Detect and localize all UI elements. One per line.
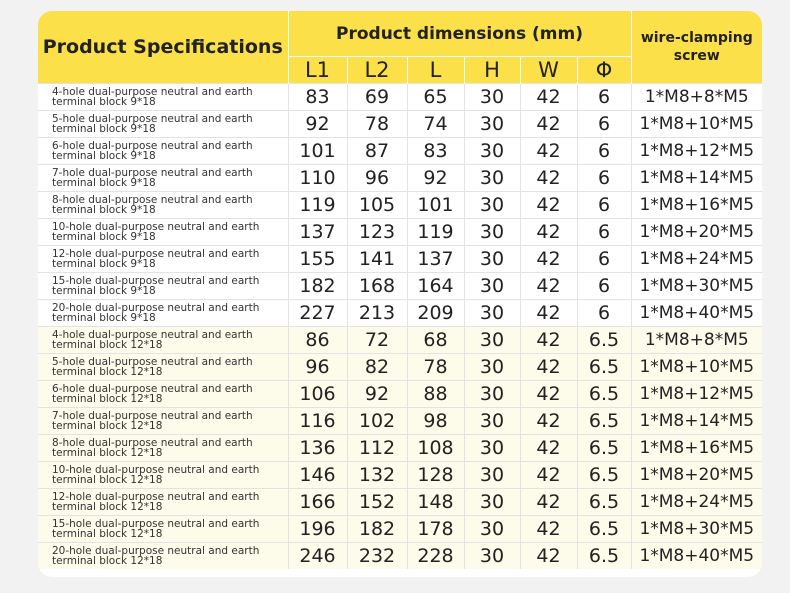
l1-cell: 101 (288, 138, 347, 165)
wire-screw-header: wire-clamping screw (631, 11, 762, 84)
product-name-cell: 12-hole dual-purpose neutral and earth terminal block 9*18 (38, 246, 288, 273)
l1-cell: 106 (288, 381, 347, 408)
w-cell: 42 (520, 138, 577, 165)
w-cell: 42 (520, 381, 577, 408)
l-cell: 119 (407, 219, 464, 246)
l-cell: 228 (407, 543, 464, 570)
table-row (38, 273, 762, 300)
l2-cell: 92 (347, 381, 407, 408)
w-cell: 42 (520, 273, 577, 300)
w-cell: 42 (520, 327, 577, 354)
w-cell: 42 (520, 84, 577, 111)
screw-cell: 1*M8+10*M5 (631, 354, 762, 381)
l1-cell: 136 (288, 435, 347, 462)
col-h-header: H (464, 57, 520, 84)
l-cell: 164 (407, 273, 464, 300)
phi-cell: 6.5 (577, 543, 631, 570)
l-cell: 178 (407, 516, 464, 543)
l2-cell: 141 (347, 246, 407, 273)
table-row (38, 516, 762, 543)
w-cell: 42 (520, 354, 577, 381)
product-name-cell: 7-hole dual-purpose neutral and earth terminal block 9*18 (38, 165, 288, 192)
table-row (38, 381, 762, 408)
h-cell: 30 (464, 435, 520, 462)
h-cell: 30 (464, 462, 520, 489)
l2-cell: 78 (347, 111, 407, 138)
screw-cell: 1*M8+10*M5 (631, 111, 762, 138)
product-name-cell: 4-hole dual-purpose neutral and earth terminal block 9*18 (38, 84, 288, 111)
product-name-cell: 6-hole dual-purpose neutral and earth terminal block 12*18 (38, 381, 288, 408)
spec-table-card (38, 11, 762, 577)
l1-cell: 116 (288, 408, 347, 435)
screw-cell: 1*M8+40*M5 (631, 543, 762, 570)
table-row (38, 300, 762, 327)
product-name-cell: 20-hole dual-purpose neutral and earth terminal block 9*18 (38, 300, 288, 327)
phi-cell: 6 (577, 138, 631, 165)
phi-cell: 6.5 (577, 462, 631, 489)
h-cell: 30 (464, 327, 520, 354)
l2-cell: 132 (347, 462, 407, 489)
w-cell: 42 (520, 462, 577, 489)
l-cell: 148 (407, 489, 464, 516)
l1-cell: 166 (288, 489, 347, 516)
l2-cell: 182 (347, 516, 407, 543)
h-cell: 30 (464, 219, 520, 246)
product-name-cell: 6-hole dual-purpose neutral and earth terminal block 9*18 (38, 138, 288, 165)
product-name-cell: 4-hole dual-purpose neutral and earth terminal block 12*18 (38, 327, 288, 354)
l2-cell: 232 (347, 543, 407, 570)
l-cell: 78 (407, 354, 464, 381)
product-name-cell: 10-hole dual-purpose neutral and earth terminal block 12*18 (38, 462, 288, 489)
col-w-header: W (520, 57, 577, 84)
w-cell: 42 (520, 219, 577, 246)
phi-cell: 6.5 (577, 516, 631, 543)
phi-cell: 6.5 (577, 327, 631, 354)
screw-cell: 1*M8+8*M5 (631, 84, 762, 111)
product-name-cell: 8-hole dual-purpose neutral and earth terminal block 12*18 (38, 435, 288, 462)
screw-cell: 1*M8+14*M5 (631, 165, 762, 192)
screw-cell: 1*M8+40*M5 (631, 300, 762, 327)
h-cell: 30 (464, 246, 520, 273)
product-name-cell: 12-hole dual-purpose neutral and earth terminal block 12*18 (38, 489, 288, 516)
w-cell: 42 (520, 516, 577, 543)
table-row (38, 219, 762, 246)
h-cell: 30 (464, 165, 520, 192)
table-row (38, 489, 762, 516)
l2-cell: 152 (347, 489, 407, 516)
l-cell: 137 (407, 246, 464, 273)
l2-cell: 123 (347, 219, 407, 246)
l1-cell: 119 (288, 192, 347, 219)
l1-cell: 227 (288, 300, 347, 327)
l-cell: 74 (407, 111, 464, 138)
table-row (38, 246, 762, 273)
screw-cell: 1*M8+30*M5 (631, 516, 762, 543)
l-cell: 128 (407, 462, 464, 489)
table-row (38, 138, 762, 165)
table-row (38, 111, 762, 138)
l-cell: 65 (407, 84, 464, 111)
screw-cell: 1*M8+16*M5 (631, 192, 762, 219)
l2-cell: 168 (347, 273, 407, 300)
screw-cell: 1*M8+14*M5 (631, 408, 762, 435)
l1-cell: 96 (288, 354, 347, 381)
l-cell: 68 (407, 327, 464, 354)
col-l2-header: L2 (347, 57, 407, 84)
phi-cell: 6 (577, 273, 631, 300)
table-row (38, 192, 762, 219)
screw-cell: 1*M8+12*M5 (631, 138, 762, 165)
screw-cell: 1*M8+20*M5 (631, 462, 762, 489)
h-cell: 30 (464, 138, 520, 165)
phi-cell: 6 (577, 84, 631, 111)
l1-cell: 86 (288, 327, 347, 354)
l2-cell: 82 (347, 354, 407, 381)
l2-cell: 96 (347, 165, 407, 192)
w-cell: 42 (520, 489, 577, 516)
product-name-cell: 10-hole dual-purpose neutral and earth terminal block 9*18 (38, 219, 288, 246)
w-cell: 42 (520, 408, 577, 435)
w-cell: 42 (520, 246, 577, 273)
h-cell: 30 (464, 354, 520, 381)
w-cell: 42 (520, 165, 577, 192)
l-cell: 108 (407, 435, 464, 462)
w-cell: 42 (520, 111, 577, 138)
l2-cell: 213 (347, 300, 407, 327)
phi-cell: 6.5 (577, 435, 631, 462)
screw-cell: 1*M8+24*M5 (631, 489, 762, 516)
l-cell: 88 (407, 381, 464, 408)
table-row (38, 408, 762, 435)
screw-cell: 1*M8+16*M5 (631, 435, 762, 462)
table-row (38, 327, 762, 354)
screw-cell: 1*M8+20*M5 (631, 219, 762, 246)
spec-column-header: Product Specifications (38, 11, 288, 84)
phi-cell: 6 (577, 219, 631, 246)
phi-cell: 6.5 (577, 408, 631, 435)
w-cell: 42 (520, 192, 577, 219)
phi-cell: 6 (577, 246, 631, 273)
l1-cell: 146 (288, 462, 347, 489)
l1-cell: 92 (288, 111, 347, 138)
spec-table-body (38, 84, 762, 570)
h-cell: 30 (464, 84, 520, 111)
l1-cell: 137 (288, 219, 347, 246)
l1-cell: 182 (288, 273, 347, 300)
table-row (38, 165, 762, 192)
l2-cell: 69 (347, 84, 407, 111)
h-cell: 30 (464, 381, 520, 408)
product-name-cell: 5-hole dual-purpose neutral and earth terminal block 9*18 (38, 111, 288, 138)
h-cell: 30 (464, 516, 520, 543)
l-cell: 101 (407, 192, 464, 219)
w-cell: 42 (520, 543, 577, 570)
table-row (38, 354, 762, 381)
l2-cell: 102 (347, 408, 407, 435)
l-cell: 92 (407, 165, 464, 192)
l1-cell: 83 (288, 84, 347, 111)
l-cell: 83 (407, 138, 464, 165)
screw-cell: 1*M8+24*M5 (631, 246, 762, 273)
l1-cell: 110 (288, 165, 347, 192)
h-cell: 30 (464, 192, 520, 219)
table-row (38, 84, 762, 111)
dimensions-header: Product dimensions (mm) (288, 11, 631, 57)
product-name-cell: 15-hole dual-purpose neutral and earth terminal block 12*18 (38, 516, 288, 543)
l-cell: 209 (407, 300, 464, 327)
h-cell: 30 (464, 300, 520, 327)
phi-cell: 6 (577, 111, 631, 138)
table-row (38, 435, 762, 462)
l2-cell: 112 (347, 435, 407, 462)
l-cell: 98 (407, 408, 464, 435)
phi-cell: 6.5 (577, 489, 631, 516)
l2-cell: 105 (347, 192, 407, 219)
w-cell: 42 (520, 435, 577, 462)
col-phi-header: Φ (577, 57, 631, 84)
h-cell: 30 (464, 273, 520, 300)
h-cell: 30 (464, 543, 520, 570)
product-name-cell: 15-hole dual-purpose neutral and earth terminal block 9*18 (38, 273, 288, 300)
l1-cell: 196 (288, 516, 347, 543)
phi-cell: 6.5 (577, 354, 631, 381)
l2-cell: 72 (347, 327, 407, 354)
phi-cell: 6 (577, 300, 631, 327)
h-cell: 30 (464, 489, 520, 516)
product-name-cell: 8-hole dual-purpose neutral and earth terminal block 9*18 (38, 192, 288, 219)
l2-cell: 87 (347, 138, 407, 165)
l1-cell: 246 (288, 543, 347, 570)
phi-cell: 6 (577, 165, 631, 192)
col-l-header: L (407, 57, 464, 84)
product-name-cell: 7-hole dual-purpose neutral and earth terminal block 12*18 (38, 408, 288, 435)
screw-cell: 1*M8+30*M5 (631, 273, 762, 300)
l1-cell: 155 (288, 246, 347, 273)
product-name-cell: 20-hole dual-purpose neutral and earth terminal block 12*18 (38, 543, 288, 570)
h-cell: 30 (464, 408, 520, 435)
table-row (38, 462, 762, 489)
table-row (38, 543, 762, 570)
phi-cell: 6 (577, 192, 631, 219)
spec-table (38, 11, 762, 569)
w-cell: 42 (520, 300, 577, 327)
screw-cell: 1*M8+12*M5 (631, 381, 762, 408)
screw-cell: 1*M8+8*M5 (631, 327, 762, 354)
phi-cell: 6.5 (577, 381, 631, 408)
h-cell: 30 (464, 111, 520, 138)
col-l1-header: L1 (288, 57, 347, 84)
product-name-cell: 5-hole dual-purpose neutral and earth terminal block 12*18 (38, 354, 288, 381)
